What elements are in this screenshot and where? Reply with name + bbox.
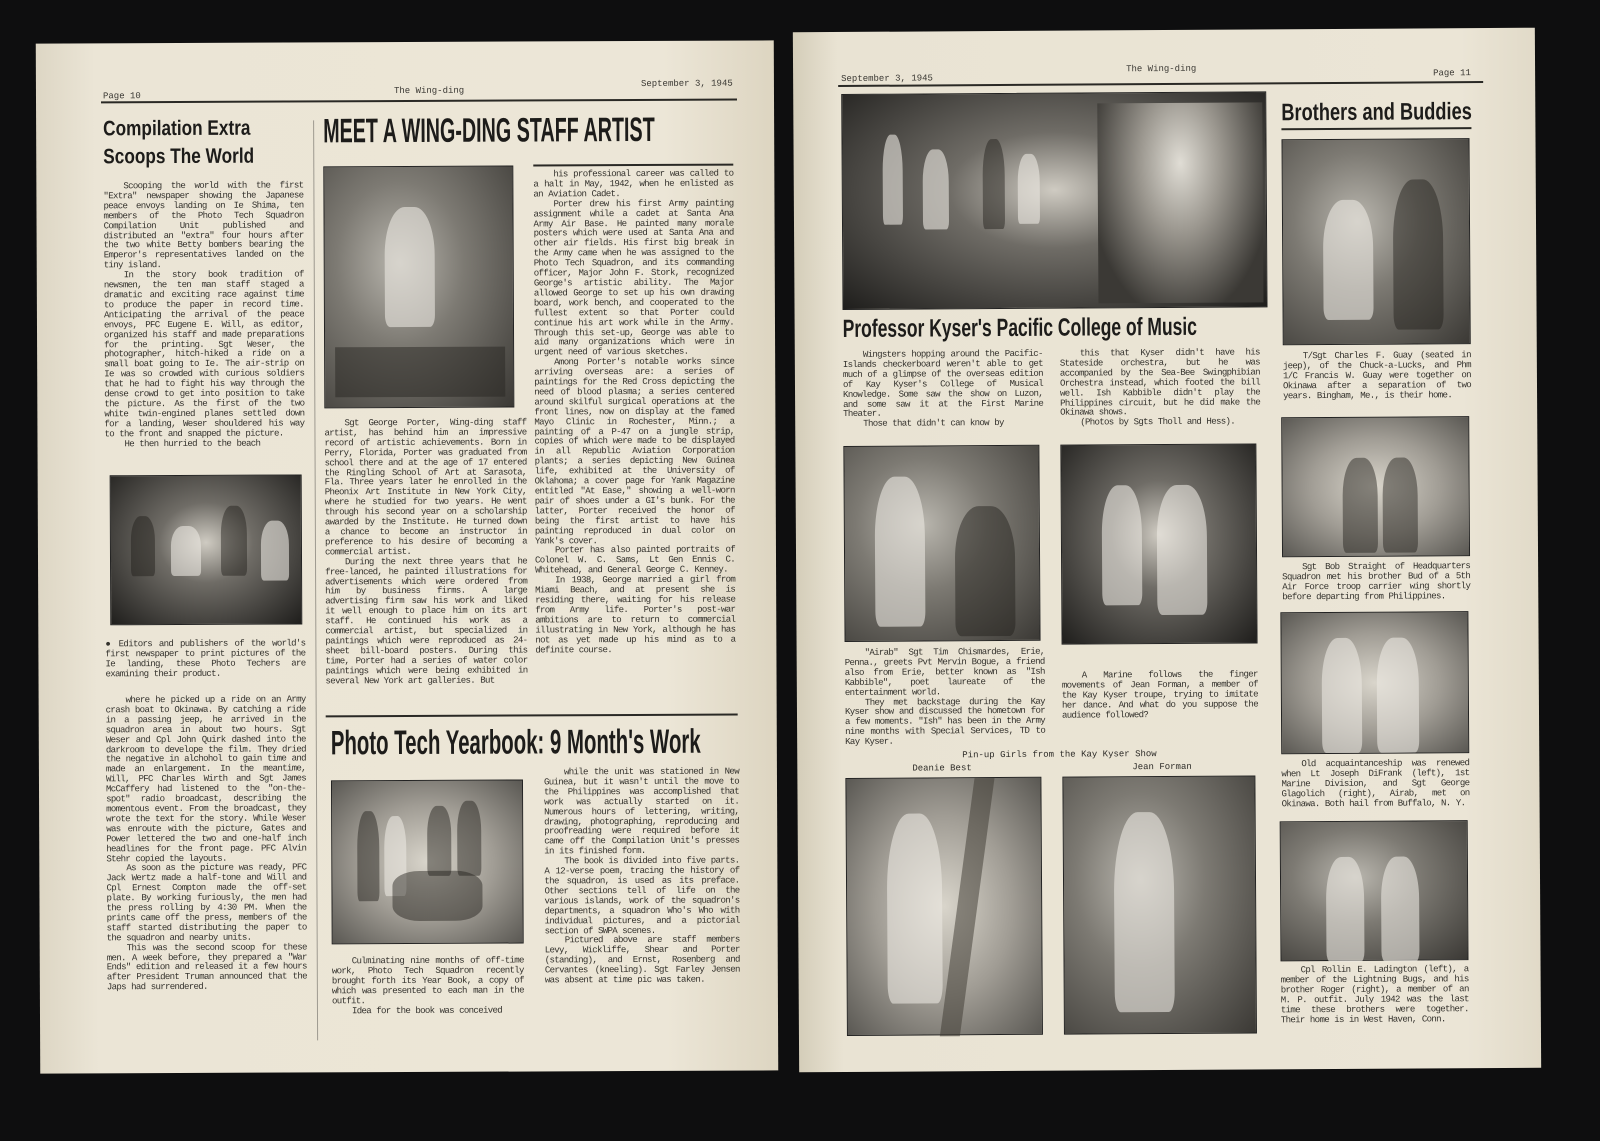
paragraph: while the unit was stationed in New Guinea, but it wasn't until the move to the Philippines was accomplished that work was actually started on it. Numerous hours of lettering, writing, drawing, photographing, reproducing and proofreading were required before it came off the Compilation Unit's presses in its finished form. — [543, 765, 740, 857]
artist-article-col3 — [533, 169, 735, 706]
paragraph: This was the second scoop for these men. A week before, they prepared a "War Ends" edition and released it a few hours after President Truman announced that the Japs had surrendered. — [106, 941, 307, 993]
photo-straight-brothers — [1281, 416, 1470, 557]
paragraph: The book is divided into five parts. A 12-verse poem, tracing the history of the squadron, is used as its preface. Other sections tell of life on the various islands, work of the squadron's departments, a squadron Who's Who with individual pictures, and a pictorial section of SWPA scenes. — [544, 854, 740, 936]
photo-jean-forman — [1062, 775, 1257, 1034]
photo-yearbook-staff — [331, 779, 524, 944]
paragraph: Culminating nine months of off-time work, Photo Tech Squadron recently brought forth its Year Book, a copy of which was presented to each man in the outfit. — [331, 954, 524, 1006]
photo-jean-forman-dance — [1060, 443, 1257, 644]
paragraph: During the next three years that he free-lanced, he painted illustrations for advertisements which were ordered from him by business firms. A large advertising firm saw his work and liked it well enough to place him on its art staff. He continued his work as a commercial artist, but specialized in paintings which were reproduced as 24-sheet bill-board posters. During this time, Porter had a series of water color paintings which were being exhibited in several New York art galleries. But — [325, 555, 528, 686]
paragraph: Wingsters hopping around the Pacific-Islands checkerboard weren't able to get much of a glimpse of the overseas edition of Kay Kyser's College of Musical Knowledge. Some saw the show on Luzon, and some saw it at the First Marine Theater. — [842, 347, 1044, 420]
photo-difrank-glagolich — [1280, 611, 1469, 754]
photo-deanie-best — [845, 777, 1043, 1036]
artist-headline: MEET A WING-DING STAFF ARTIST — [323, 110, 655, 151]
paragraph: Sgt George Porter, Wing-ding staff artist, has behind him an impressive record of artistic achievements. Born in Perry, Florida, Porter was graduated from school there and at the age of 17 entered the Ringling School of Art at Sarasota, Fla. Three years later he enrolled in the Pheonix Art Institute in New York City, where he studied for two years. He went through his second year on a scholarship awarded by the Institute. He turned down a chance to become an instructor in preference to his desire of becoming a commercial artist. — [324, 416, 527, 558]
yearbook-headline: Photo Tech Yearbook: 9 Month's Work — [330, 722, 701, 763]
scoop-article-continued — [106, 694, 308, 1045]
right-page — [793, 28, 1541, 1073]
paragraph: Pictured above are staff members Levy, Wickliffe, Shear and Porter (standing), and Ernst, Rosenberg and Cervantes (kneeling). Sgt Farley Jensen was absent at time pic was taken. — [544, 933, 740, 986]
paragraph: Sgt Bob Straight of Headquarters Squadron met his brother Bud of a 5th Air Force troop carrier wing shortly before departing from Philippines. — [1282, 560, 1471, 603]
paragraph: Scooping the world with the first "Extra" newspaper showing the Japanese peace envoys landing on Ie Shima, ten members of the Photo Tech Squadron Compilation Unit published and distributed an "extra" four hours after the two white Betty bombers bearing the Emperor's representatives landed on the tiny island. — [103, 179, 304, 271]
header-rule — [838, 81, 1483, 86]
kyser-headline: Professor Kyser's Pacific College of Music — [842, 312, 1198, 343]
paragraph: T/Sgt Charles F. Guay (seated in jeep), of the Chuck-a-Lucks, and Phm 1/C Francis W. Guay were together on Okinawa after a separation of two years. Bingham, Me., is their home. — [1282, 349, 1472, 401]
photo-ish-kabbible — [843, 445, 1040, 642]
paragraph: Porter drew his first Army painting assignment while a cadet at Santa Ana Army Air Base. He painted many morale posters which were used at Santa Ana and other air fields. His first big break in the Army came when he was assigned to the Photo Tech Squadron, and its commanding officer, Major John F. Stork, recognized George's artistic ability. The Major allowed George to set up his own drawing board, work bench, and cooperated to the fullest extent so that Porter could continue his art work while in the Army. Through this set-up, George was able to aid many organizations which were in urgent need of various sketches. — [533, 197, 735, 358]
paragraph: "Airab" Sgt Tim Chismardes, Erie, Penna., greets Pvt Mervin Bogue, a friend also from Erie, better known as "Ish Kabbible", poet laureate of the entertainment world. — [844, 645, 1045, 698]
newspaper-title: The Wing-ding — [393, 85, 465, 97]
brothers-headline: Brothers and Buddies — [1281, 98, 1472, 127]
issue-date: September 3, 1945 — [841, 73, 933, 84]
photo-ladington-brothers — [1280, 820, 1469, 961]
col3-top-rule — [533, 164, 733, 167]
kyser-col-a — [843, 349, 1044, 440]
scoop-headline-1: Compilation Extra — [103, 116, 251, 141]
caption-ish-kabbible — [845, 647, 1046, 748]
photo-guay-brothers — [1281, 138, 1470, 345]
paragraph: Porter has also painted portraits of Colonel W. C. Sams, Lt Gen Ennis C. Whitehead, and General George C. Kenney. — [534, 544, 736, 576]
paragraph: Among Porter's notable works since arriving overseas are: a series of paintings for the Red Cross depicting the need of blood plasma; a series centered around skilful surgical operations at the front lines, now on display at the famed Mayo Clinic in Rochester, Minn.; a painting of a P-47 on a jungle strip, copies of which were made to be displayed in all Republic Aviation Corporation plants; a series depicting New Guinea life, exhibited at the University of Oklahoma; a cover page for Yank Magazine entitled "At Ease," showing a well-worn pair of shoes under a GI's bunk. For the latter, Porter received the honor of being the first artist to have his painting reproduced in dual color on Yank's cover. — [534, 355, 735, 546]
caption-difrank-glagolich — [1281, 758, 1469, 817]
paragraph: Idea for the book was conceived — [351, 1004, 502, 1016]
brothers-rule — [1281, 127, 1471, 130]
photo-kay-kyser-stage — [841, 91, 1267, 310]
paragraph: Those that didn't can know by — [863, 417, 1004, 430]
caption-straight-brothers — [1282, 561, 1470, 608]
paragraph: Old acquaintanceship was renewed when Lt Joseph DiFrank (left), 1st Marine Division, and Sgt George Glagolich (right), Airab, met on Okinawa. Both hail from Buffalo, N. Y. — [1281, 757, 1470, 809]
paragraph: In 1938, George married a girl from Miami Beach, and at present she is residing there, waiting for his release from Army life. Porter's post-war ambitions are to return to commercial illustrating in New York, although he has not as yet made up his mind as to a definite course. — [535, 573, 736, 655]
yearbook-col3 — [544, 767, 740, 1038]
header-rule — [101, 99, 737, 103]
caption-text: ● Editors and publishers of the world's first newspaper to print pictures of the Ie landing, these Photo Techers are examining their product. — [105, 637, 306, 680]
paragraph: He then hurried to the beach — [124, 437, 261, 449]
caption-ladington-brothers — [1281, 964, 1469, 1035]
column-divider — [313, 120, 318, 1040]
scoop-article-body — [103, 180, 304, 466]
pinup-right-name: Jean Forman — [1132, 761, 1192, 773]
page-number: Page 10 — [102, 91, 141, 102]
paragraph: In the story book tradition of newsmen, the ten man staff staged a dramatic and exciting race against time to produce the paper in record time. Anticipating the arrival of the peace envoys, PFC Eugene E. Will, as editor, organized his staff and made preparations for the printing. Sgt Weser, the photographer, hitch-hiked a ride on a small boat going to Ie. The air-strip on Ie was so crowded with curious soldiers that he had to fight his way through the dense crowd to get into position to take the picture. As the first of the two white twin-engined planes settled down for a landing, Weser shouldered his way to the front and snapped the picture. — [103, 268, 305, 439]
paragraph: where he picked up a ride on an Army crash boat to Okinawa. By catching a ride in a passing jeep, he arrived in the squadron area in about two hours. Sgt Weser and Cpl John Quirk dashed into the darkroom to develope the film. They dried the negative in alchohol to gain time and made an enlargement. In the meantime, Will, PFC Charles Wirth and Sgt James McCaffery had listened to the "on-the-spot" radio broadcast, describing the momentous event. From the broadcast, they wrote the text for the story. While Weser was enroute with the picture, Gates and Power lettered the two and one-half inch headlines for the front page. PFC Alvin Stehr copied the layouts. — [105, 693, 307, 864]
paragraph: A Marine follows the finger movements of Jean Forman, a member of the Kay Kyser troupe, trying to imitate her dance. And what do you suppose the audience followed? — [1061, 668, 1258, 721]
paragraph: (Photos by Sgts Tholl and Hess). — [1080, 415, 1235, 428]
paragraph: this that Kyser didn't have his Stateside orchestra, but he was accompanied by the Sea-Bee Swingphibian Orchestra instead, which footed the bill well. Ish Kabbible didn't play the Philippines circuit, but he did make the Okinawa shows. — [1059, 346, 1261, 419]
pinup-title: Pin-up Girls from the Kay Kyser Show — [962, 749, 1157, 761]
paragraph: As soon as the picture was ready, PFC Jack Wertz made a half-tone and Will and Cpl Ernest Compton made the off-set plate. By working furiously, the men had the press rolling by 4:30 PM. When the prints came off the press, members of the staff started distributing the paper to the squadron and nearby units. — [106, 861, 307, 944]
photo-george-porter — [323, 166, 514, 409]
artist-article-col2 — [324, 417, 527, 708]
section-rule — [326, 714, 738, 718]
photo-staff-examining-paper — [110, 474, 303, 625]
page-number: Page 11 — [1433, 68, 1471, 79]
caption-guay-brothers — [1283, 350, 1471, 411]
scoop-photo-caption — [105, 638, 305, 687]
paragraph: Cpl Rollin E. Ladington (left), a member of the Lightning Bugs, and his brother Roger (right), a member of an M. P. outfit. July 1942 was the last time these brothers were together. Their home is in West Haven, Conn. — [1280, 963, 1469, 1025]
paragraph: They met backstage during the Kay Kyser show and discussed the hometown for a few moments. "Ish" has been in the Army nine months with Special Services, TD to Kay Kyser. — [844, 695, 1046, 748]
caption-jean-forman — [1062, 669, 1258, 742]
issue-date: September 3, 1945 — [640, 78, 733, 89]
kyser-col-b — [1060, 347, 1261, 438]
newspaper-title: The Wing-ding — [1126, 63, 1197, 75]
scoop-headline-2: Scoops The World — [103, 144, 255, 169]
pinup-left-name: Deanie Best — [912, 763, 972, 774]
yearbook-col2 — [332, 955, 524, 1032]
left-page — [36, 40, 778, 1073]
paragraph: his professional career was called to a halt in May, 1942, when he enlisted as an Aviation Cadet. — [533, 167, 734, 200]
